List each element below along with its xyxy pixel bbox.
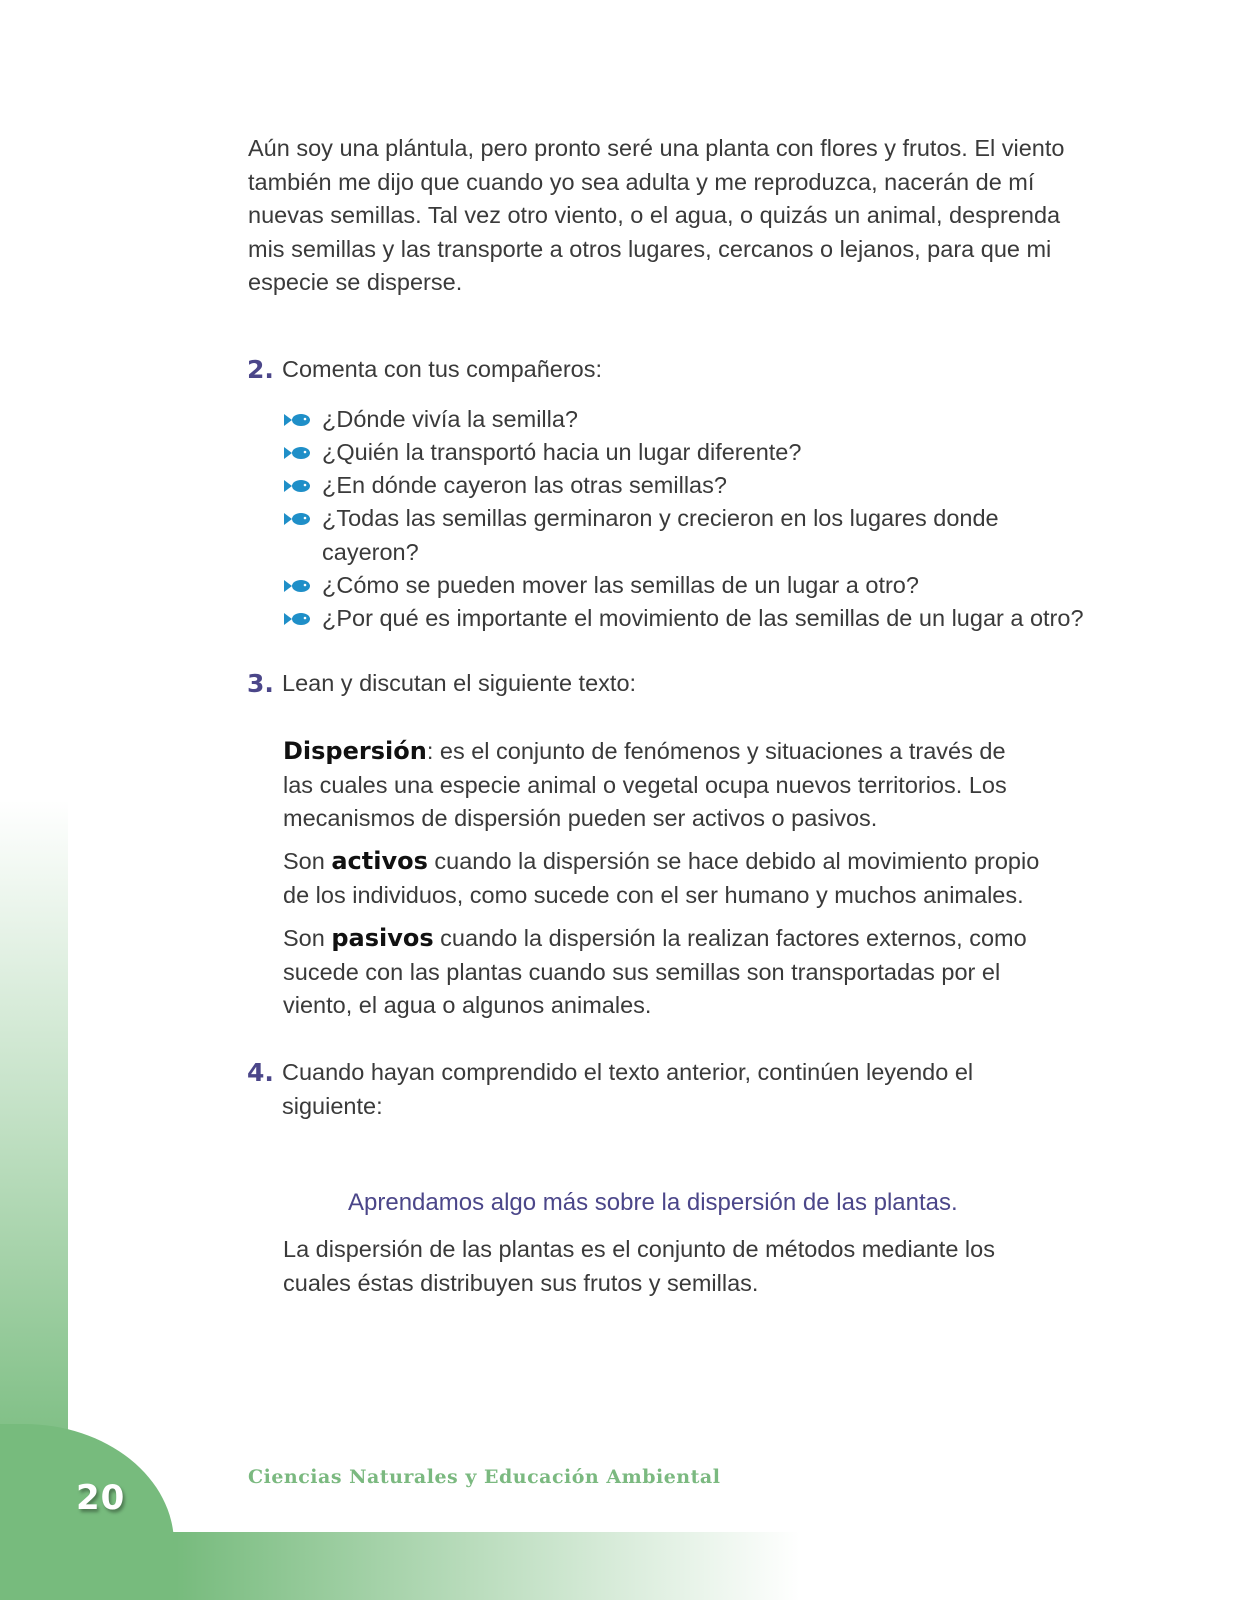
definition-term: Dispersión — [283, 737, 427, 765]
pasivos-line: viento, el agua o algunos animales. — [283, 992, 652, 1018]
intro-line: Aún soy una plántula, pero pronto seré una planta con flores y frutos. El viento — [248, 135, 1065, 161]
question-text: ¿Por qué es importante el movimiento de las semillas de un lugar a otro? — [322, 605, 1084, 631]
definition-line: las cuales una especie animal o vegetal ocupa nuevos territorios. Los — [283, 771, 1007, 798]
activos-term: activos — [331, 847, 428, 875]
activos-line — [283, 845, 1039, 879]
item-number: 3. — [247, 669, 274, 698]
pasivos-line: sucede con las plantas cuando sus semillas son transportadas por el — [283, 958, 1001, 985]
pasivos-prefix: Son — [283, 925, 332, 951]
activos-prefix: Son — [283, 848, 332, 874]
item-instruction: siguiente: — [282, 1092, 383, 1119]
list-item — [284, 502, 999, 569]
fish-bullet-icon — [284, 611, 311, 627]
question-text: ¿En dónde cayeron las otras semillas? — [322, 472, 727, 498]
intro-line: también me dijo que cuando yo sea adulta y me reproduzca, nacerán de mí — [248, 168, 1035, 195]
footer-book-title: Ciencias Naturales y Educación Ambiental — [248, 1466, 721, 1488]
fish-bullet-icon — [284, 511, 311, 527]
definition-text: : es el conjunto de fenómenos y situaciones a través de — [426, 738, 1006, 764]
question-text-block — [322, 502, 999, 569]
question-text: cayeron? — [322, 538, 419, 565]
list-item — [284, 602, 1084, 636]
question-text: ¿Cómo se pueden mover las semillas de un lugar a otro? — [322, 572, 919, 598]
definition-line — [283, 735, 1006, 769]
activos-line: de los individuos, como sucede con el ser humano y muchos animales. — [283, 881, 1024, 908]
section-text: cuales éstas distribuyen sus frutos y semillas. — [283, 1269, 759, 1296]
list-item — [284, 436, 801, 470]
item-instruction: Lean y discutan el siguiente texto: — [282, 670, 637, 696]
list-item — [284, 569, 919, 603]
intro-line: especie se disperse. — [248, 269, 463, 295]
intro-line: nuevas semillas. Tal vez otro viento, o el agua, o quizás un animal, desprenda — [248, 202, 1061, 228]
pasivos-term: pasivos — [331, 924, 434, 952]
fish-bullet-icon — [284, 478, 311, 494]
item-instruction: Comenta con tus compañeros: — [282, 356, 603, 382]
question-text: ¿Todas las semillas germinaron y crecieron en los lugares donde — [322, 505, 999, 531]
fish-bullet-icon — [284, 412, 311, 428]
question-text: ¿Quién la transportó hacia un lugar diferente? — [322, 439, 802, 465]
item-number: 4. — [247, 1058, 274, 1087]
activos-text: cuando la dispersión se hace debido al movimiento propio — [427, 848, 1040, 874]
list-item — [284, 469, 727, 503]
list-item — [284, 403, 578, 437]
item-number: 2. — [247, 355, 274, 384]
intro-line: mis semillas y las transporte a otros lugares, cercanos o lejanos, para que mi — [248, 235, 1052, 262]
section-text: La dispersión de las plantas es el conjunto de métodos mediante los — [283, 1236, 995, 1262]
definition-line: mecanismos de dispersión pueden ser activos o pasivos. — [283, 805, 878, 831]
item-instruction: Cuando hayan comprendido el texto anterior, continúen leyendo el — [282, 1059, 974, 1085]
page-number: 20 — [76, 1478, 126, 1518]
section-heading: Aprendamos algo más sobre la dispersión de las plantas. — [348, 1189, 958, 1216]
fish-bullet-icon — [284, 445, 311, 461]
fish-bullet-icon — [284, 578, 311, 594]
question-text: ¿Dónde vivía la semilla? — [322, 406, 578, 432]
pasivos-line — [283, 922, 1027, 956]
pasivos-text: cuando la dispersión la realizan factores externos, como — [433, 925, 1027, 951]
